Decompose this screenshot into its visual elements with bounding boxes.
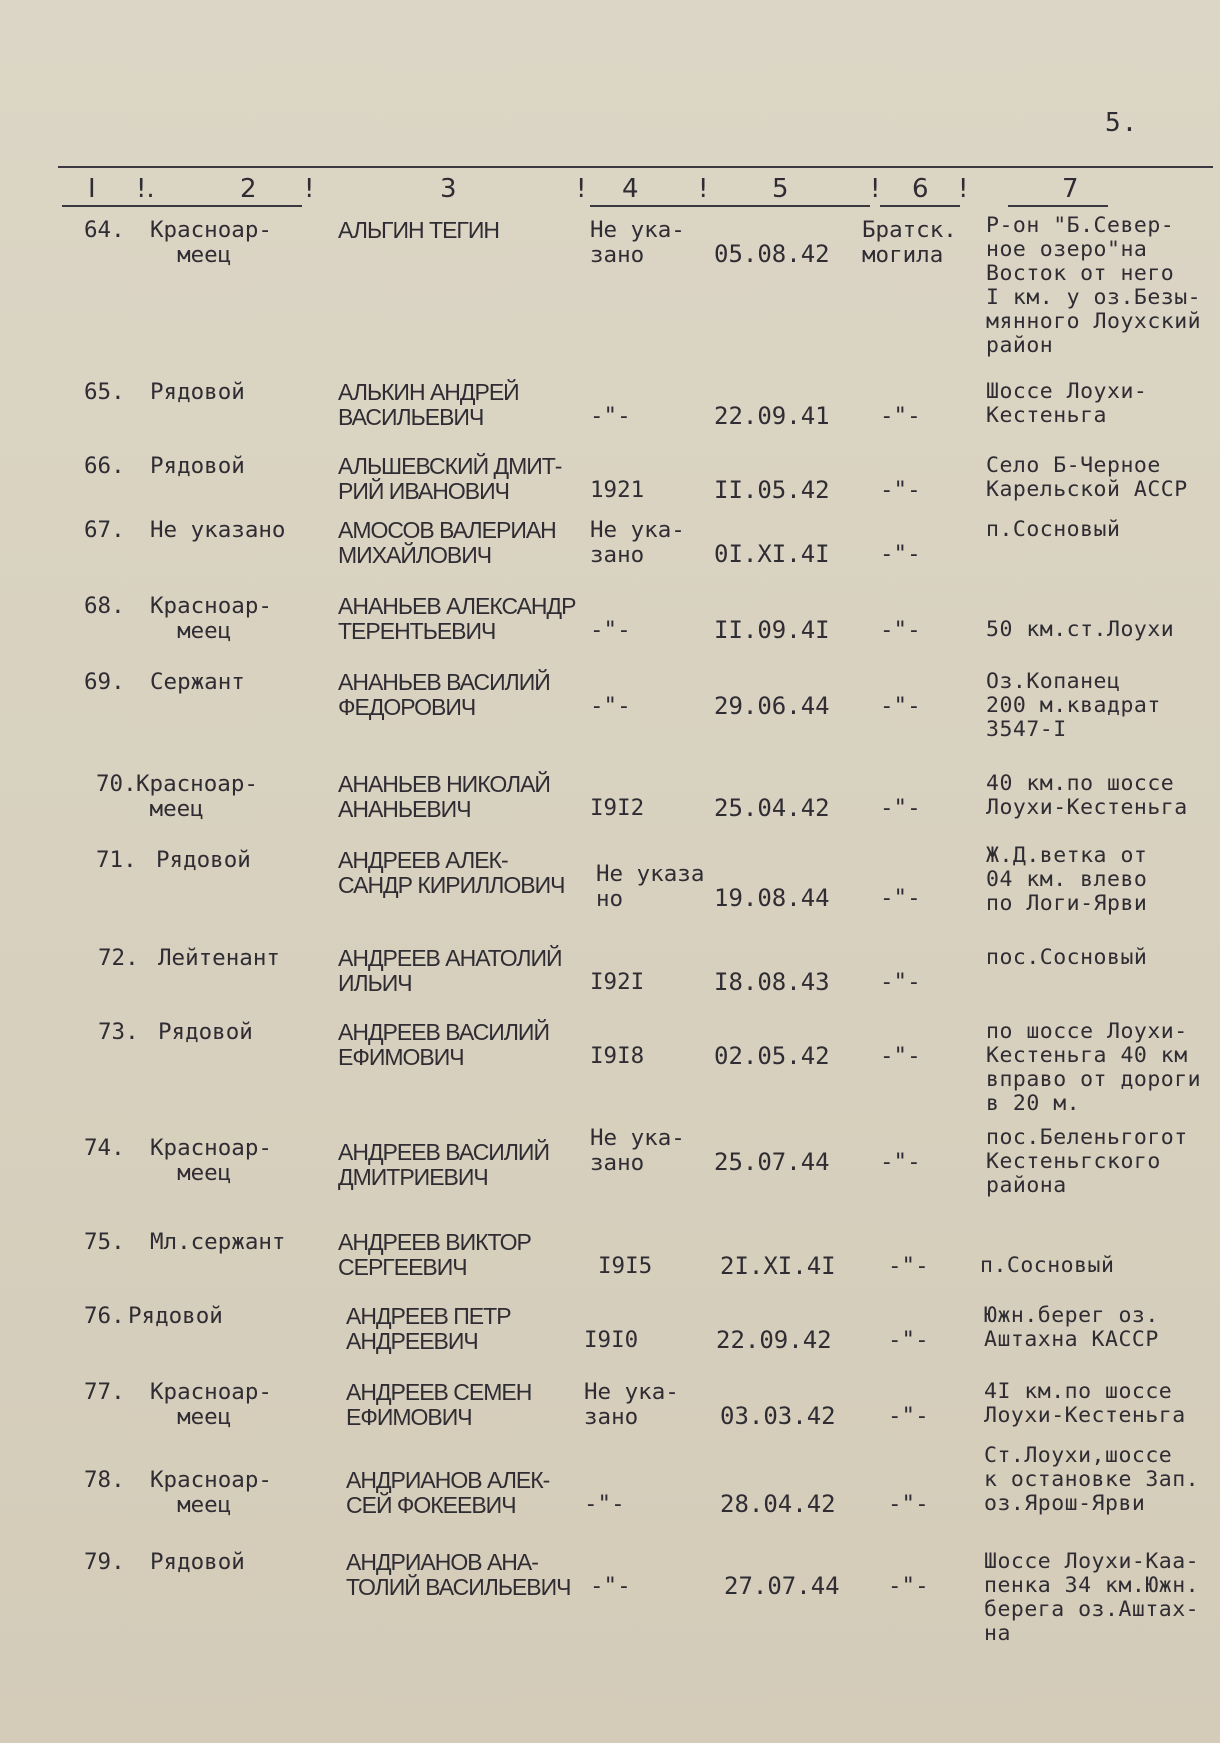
record-birth-year: Не ука- зано: [590, 517, 685, 568]
record-rank: Красноар- меец: [136, 771, 258, 822]
record-number: 74.: [84, 1135, 125, 1161]
record-death-date: II.09.4I: [714, 616, 830, 644]
record-burial: -"-: [880, 969, 921, 995]
header-underline-4: [1008, 205, 1108, 207]
record-place: Оз.Копанец 200 м.квадрат 3547-I: [986, 669, 1161, 742]
record-rank: Рядовой: [150, 379, 245, 405]
record-place: Шоссе Лоухи- Кестеньга: [986, 379, 1148, 428]
record-number: 73.: [98, 1019, 139, 1045]
record-name: АЛЬГИН ТЕГИН: [338, 217, 500, 243]
record-birth-year: -"-: [590, 403, 631, 429]
record-birth-year: Не ука- зано: [590, 217, 685, 268]
record-place: по шоссе Лоухи- Кестеньга 40 км вправо от дороги в 20 м.: [986, 1019, 1202, 1116]
record-name: АЛЬШЕВСКИЙ ДМИТ- РИЙ ИВАНОВИЧ: [338, 453, 562, 504]
header-underline-2: [590, 205, 870, 207]
record-name: АНДРИАНОВ АНА- ТОЛИЙ ВАСИЛЬЕВИЧ: [346, 1549, 571, 1600]
header-col-3: 3: [440, 174, 457, 204]
record-name: АНДРЕЕВ АНАТОЛИЙ ИЛЬИЧ: [338, 945, 562, 996]
record-death-date: I8.08.43: [714, 968, 830, 996]
record-death-date: 22.09.42: [716, 1326, 832, 1354]
record-rank: Рядовой: [150, 453, 245, 479]
record-rank: Красноар- меец: [150, 593, 272, 644]
record-birth-year: I92I: [590, 969, 645, 995]
header-col-7: 7: [1062, 174, 1079, 204]
record-name: АНДРЕЕВ ПЕТР АНДРЕЕВИЧ: [346, 1303, 511, 1354]
record-death-date: 22.09.41: [714, 402, 830, 430]
record-burial: -"-: [880, 693, 921, 719]
record-burial: -"-: [880, 795, 921, 821]
header-sep-1: !.: [136, 174, 155, 204]
record-name: АНДРИАНОВ АЛЕК- СЕЙ ФОКЕЕВИЧ: [346, 1467, 550, 1518]
record-birth-year: I9I2: [590, 795, 645, 821]
record-birth-year: Не указа но: [596, 861, 705, 912]
record-death-date: 25.04.42: [714, 794, 830, 822]
record-death-date: II.05.42: [714, 476, 830, 504]
record-number: 71.: [96, 847, 137, 873]
record-number: 65.: [84, 379, 125, 405]
record-rank: Рядовой: [128, 1303, 223, 1329]
record-rank: Рядовой: [156, 847, 251, 873]
record-number: 68.: [84, 593, 125, 619]
record-number: 67.: [84, 517, 125, 543]
record-rank: Красноар- меец: [150, 1467, 272, 1518]
record-burial: -"-: [888, 1491, 929, 1517]
header-col-1: I: [88, 174, 96, 204]
record-birth-year: -"-: [590, 693, 631, 719]
record-number: 75.: [84, 1229, 125, 1255]
header-col-5: 5: [772, 174, 789, 204]
record-place: Южн.берег оз. Аштахна КАССР: [984, 1303, 1159, 1352]
record-place: п.Сосновый: [986, 517, 1121, 542]
record-birth-year: I9I8: [590, 1043, 645, 1069]
record-place: Шоссе Лоухи-Каа- пенка 34 км.Южн. берега оз.Аштах- на: [984, 1549, 1200, 1646]
header-top-rule: [58, 166, 1213, 168]
record-death-date: 0I.XI.4I: [714, 540, 830, 568]
record-death-date: 19.08.44: [714, 884, 830, 912]
header-sep-6: !: [958, 174, 969, 204]
record-burial: -"-: [880, 477, 921, 503]
record-place: 40 км.по шоссе Лоухи-Кестеньга: [986, 771, 1188, 820]
record-name: АНАНЬЕВ АЛЕКСАНДР ТЕРЕНТЬЕВИЧ: [338, 593, 576, 644]
header-underline-3: [880, 205, 960, 207]
record-burial: -"-: [888, 1403, 929, 1429]
record-death-date: 2I.XI.4I: [720, 1252, 836, 1280]
record-name: АНАНЬЕВ НИКОЛАЙ АНАНЬЕВИЧ: [338, 771, 550, 822]
header-sep-3: !: [576, 174, 587, 204]
page-number: 5.: [1105, 108, 1139, 138]
record-name: АНДРЕЕВ АЛЕК- САНДР КИРИЛЛОВИЧ: [338, 847, 565, 898]
record-place: п.Сосновый: [980, 1253, 1115, 1278]
record-place: 50 км.ст.Лоухи: [986, 617, 1175, 642]
record-rank: Не указано: [150, 517, 286, 543]
record-number: 64.: [84, 217, 125, 243]
record-death-date: 03.03.42: [720, 1402, 836, 1430]
record-number: 66.: [84, 453, 125, 479]
record-death-date: 29.06.44: [714, 692, 830, 720]
record-rank: Сержант: [150, 669, 245, 695]
record-birth-year: -"-: [584, 1491, 625, 1517]
header-col-6: 6: [912, 174, 929, 204]
record-rank: Рядовой: [158, 1019, 253, 1045]
record-name: АНАНЬЕВ ВАСИЛИЙ ФЕДОРОВИЧ: [338, 669, 550, 720]
record-burial: -"-: [880, 541, 921, 567]
record-birth-year: 1921: [590, 477, 645, 503]
record-place: Ст.Лоухи,шоссе к остановке Зап. оз.Ярош-Ярви: [984, 1443, 1200, 1516]
record-birth-year: I9I0: [584, 1327, 639, 1353]
record-rank: Красноар- меец: [150, 1135, 272, 1186]
record-number: 77.: [84, 1379, 125, 1405]
record-place: пос.Сосновый: [986, 945, 1148, 970]
record-birth-year: Не ука- зано: [584, 1379, 679, 1430]
record-birth-year: -"-: [590, 617, 631, 643]
record-place: пос.Беленьгогот Кестеньгского района: [986, 1125, 1188, 1198]
record-number: 78.: [84, 1467, 125, 1493]
record-death-date: 02.05.42: [714, 1042, 830, 1070]
record-name: АНДРЕЕВ СЕМЕН ЕФИМОВИЧ: [346, 1379, 532, 1430]
record-burial: -"-: [880, 403, 921, 429]
record-number: 76.: [84, 1303, 125, 1329]
record-burial: -"-: [888, 1573, 929, 1599]
record-name: АНДРЕЕВ ВАСИЛИЙ ЕФИМОВИЧ: [338, 1019, 549, 1070]
record-burial: -"-: [880, 617, 921, 643]
record-rank: Лейтенант: [158, 945, 280, 971]
record-rank: Рядовой: [150, 1549, 245, 1575]
record-place: Ж.Д.ветка от 04 км. влево по Логи-Ярви: [986, 843, 1148, 916]
record-death-date: 05.08.42: [714, 240, 830, 268]
record-number: 72.: [98, 945, 139, 971]
header-sep-4: !: [698, 174, 709, 204]
record-number: 70.: [96, 771, 137, 797]
record-place: Село Б-Черное Карельской АССР: [986, 453, 1188, 502]
record-number: 79.: [84, 1549, 125, 1575]
record-number: 69.: [84, 669, 125, 695]
record-name: АЛЬКИН АНДРЕЙ ВАСИЛЬЕВИЧ: [338, 379, 519, 430]
record-name: АНДРЕЕВ ВИКТОР СЕРГЕЕВИЧ: [338, 1229, 531, 1280]
record-birth-year: -"-: [590, 1573, 631, 1599]
record-burial: Братск. могила: [862, 217, 957, 268]
record-rank: Мл.сержант: [150, 1229, 286, 1255]
record-birth-year: I9I5: [598, 1253, 653, 1279]
header-col-2: 2: [240, 174, 257, 204]
header-col-4: 4: [622, 174, 639, 204]
header-underline-1: [62, 205, 302, 207]
record-place: Р-он "Б.Север- ное озеро"на Восток от него I км. у оз.Безы- мянного Лоухский район: [986, 213, 1202, 358]
record-death-date: 27.07.44: [724, 1572, 840, 1600]
record-rank: Красноар- меец: [150, 217, 272, 268]
record-birth-year: Не ука- зано: [590, 1125, 685, 1176]
record-death-date: 25.07.44: [714, 1148, 830, 1176]
record-burial: -"-: [880, 1149, 921, 1175]
header-sep-2: !: [304, 174, 315, 204]
record-burial: -"-: [880, 1043, 921, 1069]
record-burial: -"-: [888, 1327, 929, 1353]
record-name: АНДРЕЕВ ВАСИЛИЙ ДМИТРИЕВИЧ: [338, 1139, 549, 1190]
record-place: 4I км.по шоссе Лоухи-Кестеньга: [984, 1379, 1186, 1428]
record-burial: -"-: [880, 885, 921, 911]
record-rank: Красноар- меец: [150, 1379, 272, 1430]
record-death-date: 28.04.42: [720, 1490, 836, 1518]
record-name: АМОСОВ ВАЛЕРИАН МИХАЙЛОВИЧ: [338, 517, 556, 568]
record-burial: -"-: [888, 1253, 929, 1279]
header-sep-5: !: [870, 174, 881, 204]
